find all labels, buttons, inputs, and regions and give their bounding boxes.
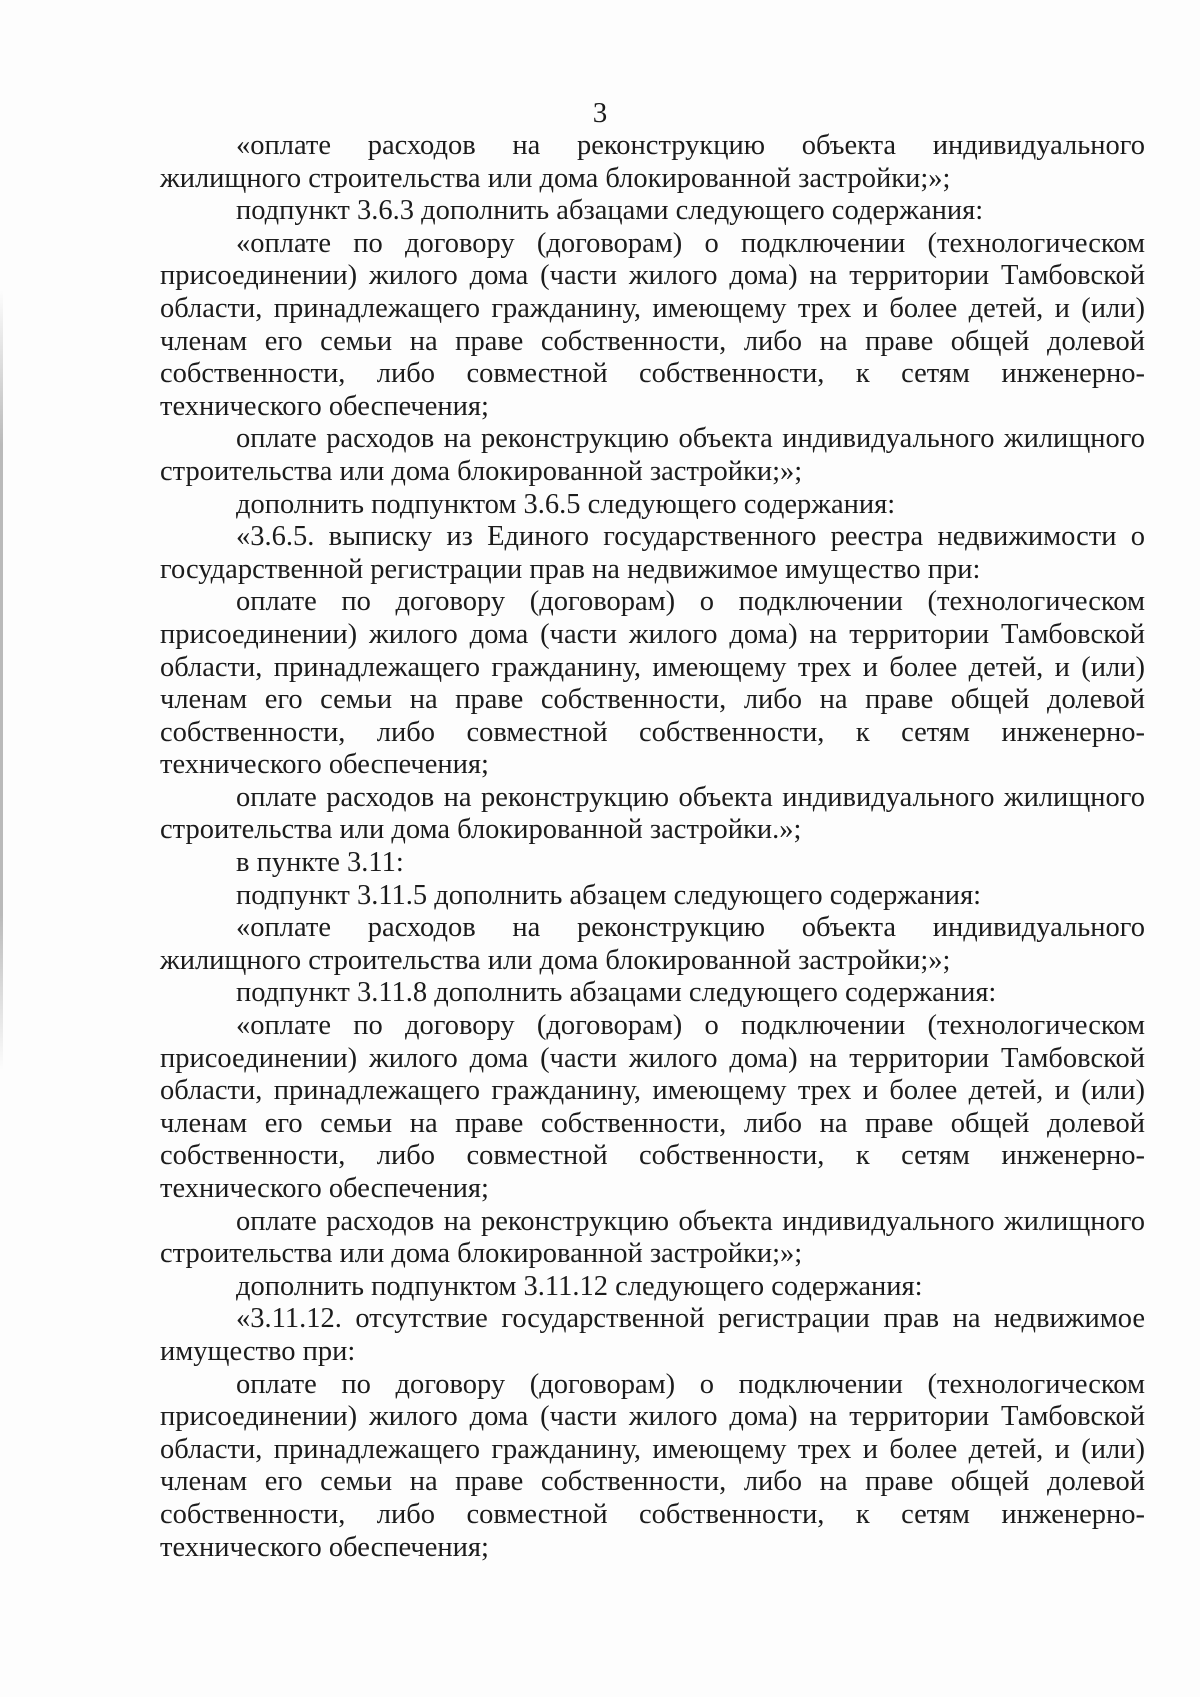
paragraph-16: «3.11.12. отсутствие государственной регистрации прав на недвижимое имущество при: [160,1303,1145,1367]
page-number: 3 [592,97,608,129]
paragraph-17: оплате по договору (договорам) о подключении (технологическом присоединении) жилого дома (части жилого дома) на территории Тамбовской области, принадлежащего гражданину, имеющему трех и более детей, и (или) членам его семьи на праве собственности, либо на праве общей долевой собственности, либо совместной собственности, к сетям инженерно-технического обеспечения; [160,1368,1145,1563]
paragraph-11: «оплате расходов на реконструкцию объекта индивидуального жилищного строительства или дома блокированной застройки;»; [160,912,1145,976]
paragraph-10: подпункт 3.11.5 дополнить абзацем следующего содержания: [236,879,982,911]
paragraph-15: дополнить подпунктом 3.11.12 следующего содержания: [236,1270,923,1302]
paragraph-2: подпункт 3.6.3 дополнить абзацами следующего содержания: [236,195,984,227]
paragraph-14: оплате расходов на реконструкцию объекта индивидуального жилищного строительства или дома блокированной застройки;»; [160,1205,1145,1270]
paragraph-7: оплате по договору (договорам) о подключении (технологическом присоединении) жилого дома (части жилого дома) на территории Тамбовской области, принадлежащего гражданину, имеющему трех и более детей, и (или) членам его семьи на праве собственности, либо на праве общей долевой собственности, либо совместной собственности, к сетям инженерно-технического обеспечения; [160,586,1145,781]
paragraph-6: «3.6.5. выписку из Единого государственного реестра недвижимости о государственной регистрации прав на недвижимое имущество при: [160,521,1145,585]
paragraph-9: в пункте 3.11: [236,847,404,879]
paragraph-13: «оплате по договору (договорам) о подключении (технологическом присоединении) жилого дома (части жилого дома) на территории Тамбовской области, принадлежащего гражданину, имеющему трех и более детей, и (или) членам его семьи на праве собственности, либо на праве общей долевой собственности, либо совместной собственности, к сетям инженерно-технического обеспечения; [160,1010,1145,1204]
paragraph-8: оплате расходов на реконструкцию объекта индивидуального жилищного строительства или дома блокированной застройки.»; [160,781,1145,846]
document-body [160,130,1145,1564]
paragraph-12: подпункт 3.11.8 дополнить абзацами следующего содержания: [236,977,997,1009]
paragraph-5: дополнить подпунктом 3.6.5 следующего содержания: [236,488,896,520]
scan-shadow-edge [0,290,3,1070]
paragraph-3: «оплате по договору (договорам) о подключении (технологическом присоединении) жилого дома (части жилого дома) на территории Тамбовской области, принадлежащего гражданину, имеющему трех и более детей, и (или) членам его семьи на праве собственности, либо на праве общей долевой собственности, либо совместной собственности, к сетям инженерно-технического обеспечения; [160,227,1145,422]
paragraph-1: «оплате расходов на реконструкцию объекта индивидуального жилищного строительства или дома блокированной застройки;»; [160,130,1145,194]
paragraph-4: оплате расходов на реконструкцию объекта индивидуального жилищного строительства или дома блокированной застройки;»; [160,423,1145,487]
